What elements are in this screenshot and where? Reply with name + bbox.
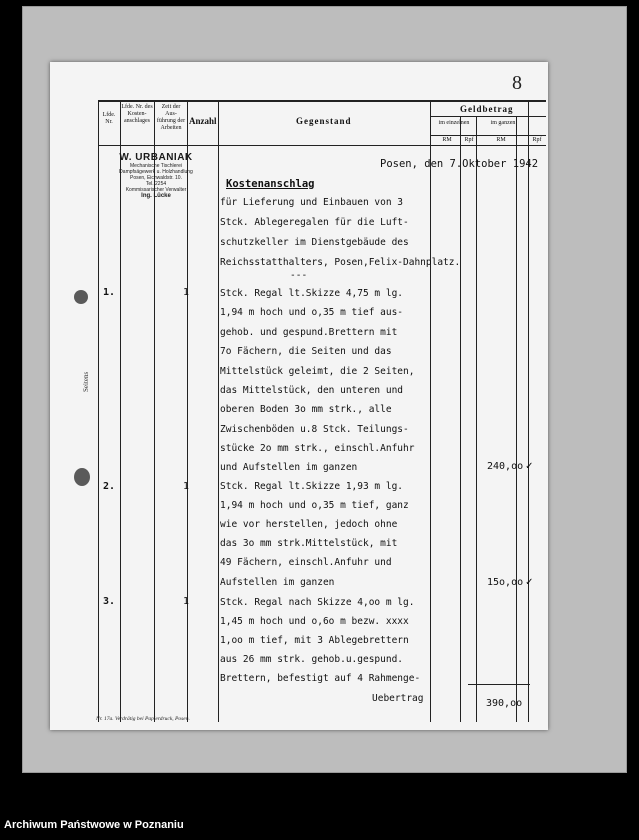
header-zeit: Zeit der Aus-führung der Arbeiten — [156, 104, 186, 131]
unit-rm-2: RM — [496, 137, 506, 143]
unit-rpf-1: Rpf — [464, 137, 474, 143]
stamp-line-6: Ing. Lücke — [141, 193, 171, 199]
intro-line-4: Reichsstatthalters, Posen,Felix-Dahnplatz. — [220, 257, 461, 268]
item-2-anzahl: 1 — [183, 481, 190, 492]
item-2-line: das 3o mm strk.Mittelstück, mit — [220, 538, 398, 549]
item-2-line: 49 Fächern, einschl.Anfuhr und — [220, 557, 392, 568]
date-line: Posen, den 7.Oktober 1942 — [380, 158, 539, 170]
item-1-amount: 240,oo ✓ — [487, 461, 534, 472]
item-2-line: wie vor herstellen, jedoch ohne — [220, 519, 398, 530]
header-bottom-rule — [98, 145, 546, 146]
punch-hole-top — [74, 290, 88, 304]
stamp-line-2: Dampfsägewerk u. Holzhandlung — [119, 169, 193, 175]
uebertrag-value: 390,oo — [486, 698, 523, 709]
item-1-line: Zwischenböden u.8 Stck. Teilungs- — [220, 424, 409, 435]
item-2-pos: 2. — [103, 481, 116, 492]
item-1-line: oberen Boden 3o mm strk., alle — [220, 404, 392, 415]
item-1-line: 7o Fächern, die Seiten und das — [220, 346, 392, 357]
col-line-6 — [430, 100, 431, 722]
item-2-line: Stck. Regal lt.Skizze 1,93 m lg. — [220, 481, 404, 492]
item-1-line: Stck. Regal lt.Skizze 4,75 m lg. — [220, 288, 404, 299]
uebertrag-rule — [468, 684, 530, 685]
item-2-amount: 15o,oo ✓ — [487, 577, 534, 588]
stamp-line-3: Posen, Eichwaldstr. 10. — [130, 175, 182, 181]
item-1-pos: 1. — [103, 287, 116, 298]
page-number: 8 — [512, 72, 522, 94]
uebertrag-label: Uebertrag — [372, 693, 424, 704]
item-1-line: das Mittelstück, den unteren und — [220, 385, 404, 396]
header-im-ganzen: im ganzen — [490, 120, 516, 126]
col-line-7 — [460, 116, 461, 722]
item-3-pos: 3. — [103, 596, 116, 607]
company-stamp — [96, 152, 216, 200]
intro-line-3: schutzkeller im Dienstgebäude des — [220, 237, 409, 248]
header-im-einzelnen: im einzelnen — [438, 120, 470, 126]
header-lfd: Lfde. Nr. — [102, 112, 116, 125]
col-line-5 — [218, 100, 219, 722]
intro-line-5: --- — [290, 270, 308, 281]
unit-rm-1: RM — [442, 137, 452, 143]
stamp-name: W. URBANIAK — [119, 152, 193, 163]
item-2-amount-value: 15o,oo — [487, 577, 524, 588]
header-anzahl: Anzahl — [189, 116, 217, 126]
header-kosten: Lfde. Nr. des Kosten-anschlages — [121, 104, 153, 124]
item-3-anzahl: 1 — [183, 596, 190, 607]
punch-hole-bottom — [74, 468, 90, 486]
table-top-rule — [98, 100, 546, 102]
header-geldbetrag: Geldbetrag — [460, 104, 514, 114]
form-footer: Nr. 17a. Verdrätig bei Papierdruck, Posen. — [96, 716, 190, 722]
item-1-line: 1,94 m hoch und o,35 m tief aus- — [220, 307, 404, 318]
document-title: Kostenanschlag — [226, 178, 315, 190]
intro-line-2: Stck. Ablegeregalen für die Luft- — [220, 217, 409, 228]
item-3-line: aus 26 mm strk. gehob.u.gespund. — [220, 654, 404, 665]
item-1-line: gehob. und gespund.Brettern mit — [220, 327, 398, 338]
intro-line-1: für Lieferung und Einbauen von 3 — [220, 197, 404, 208]
archive-label: Archiwum Państwowe w Poznaniu — [4, 819, 184, 831]
item-1-line: stücke 2o mm strk., einschl.Anfuhr — [220, 443, 415, 454]
item-3-line: Brettern, befestigt auf 4 Rahmenge- — [220, 673, 421, 684]
item-3-line: 1,45 m hoch und o,6o m bezw. xxxx — [220, 616, 409, 627]
stamp-line-4: Tel. 2254 — [145, 181, 167, 187]
item-1-anzahl: 1 — [183, 287, 190, 298]
stamp-line-5: Kommissarischer Verwalter — [125, 187, 187, 193]
item-1-amount-value: 240,oo — [487, 461, 524, 472]
item-3-line: 1,oo m tief, mit 3 Ablegebrettern — [220, 635, 409, 646]
col-line-9 — [516, 116, 517, 722]
side-note: Seitens — [82, 371, 90, 392]
unit-rpf-2: Rpf — [532, 137, 542, 143]
item-3-line: Stck. Regal nach Skizze 4,oo m lg. — [220, 597, 415, 608]
item-2-line: 1,94 m hoch und o,35 m tief, ganz — [220, 500, 409, 511]
item-1-line: und Aufstellen im ganzen — [220, 462, 358, 473]
item-2-line: Aufstellen im ganzen — [220, 577, 335, 588]
header-gegenstand: Gegenstand — [296, 116, 352, 126]
col-line-10 — [528, 100, 529, 722]
item-1-line: Mittelstück geleimt, die 2 Seiten, — [220, 366, 415, 377]
stamp-line-1: Mechanische Tischlerei — [130, 163, 182, 169]
col-line-8 — [476, 116, 477, 722]
